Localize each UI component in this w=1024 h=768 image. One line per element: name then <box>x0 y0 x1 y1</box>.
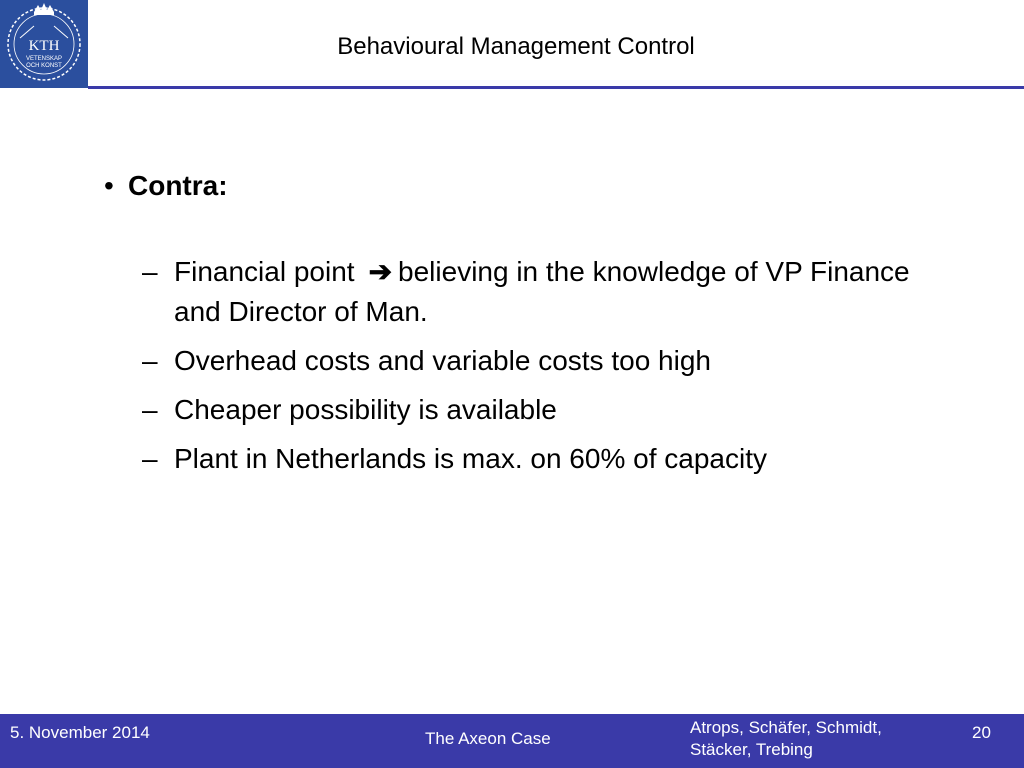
dash-mark: – <box>142 345 158 376</box>
footer-case-title: The Axeon Case <box>425 729 551 748</box>
sub-bullet-overhead <box>142 341 924 381</box>
footer-date: 5. November 2014 <box>10 723 150 742</box>
bullet-heading: Contra: <box>128 170 228 201</box>
right-arrow-icon: ➔ <box>368 256 393 287</box>
authors-line-2: Stäcker, Trebing <box>690 740 813 759</box>
sub-bullet-list <box>104 252 924 479</box>
sub-bullet-text: Cheaper possibility is available <box>174 394 557 425</box>
slide-footer <box>0 714 1024 768</box>
footer-authors <box>690 717 940 761</box>
financial-point-detail: believing in the knowledge of VP Finance and Director of Man. <box>174 256 910 327</box>
dash-mark: – <box>142 443 158 474</box>
financial-point-label: Financial point <box>174 256 355 287</box>
sub-bullet-plant <box>142 439 924 479</box>
sub-bullet-text: Overhead costs and variable costs too high <box>174 345 711 376</box>
svg-text:OCH KONST: OCH KONST <box>26 63 62 69</box>
slide-title: Behavioural Management Control <box>337 33 695 60</box>
sub-bullet-financial-point <box>142 252 924 332</box>
slide-content <box>104 166 924 488</box>
dash-mark: – <box>142 394 158 425</box>
authors-line-1: Atrops, Schäfer, Schmidt, <box>690 718 882 737</box>
page-number: 20 <box>972 723 991 742</box>
bullet-contra <box>104 166 924 206</box>
svg-text:KTH: KTH <box>28 38 60 54</box>
bullet-mark: • <box>104 170 114 201</box>
title-divider <box>88 86 1024 89</box>
sub-bullet-cheaper <box>142 390 924 430</box>
svg-text:VETENSKAP: VETENSKAP <box>25 56 63 62</box>
sub-bullet-text: Plant in Netherlands is max. on 60% of capacity <box>174 443 767 474</box>
dash-mark: – <box>142 256 158 287</box>
